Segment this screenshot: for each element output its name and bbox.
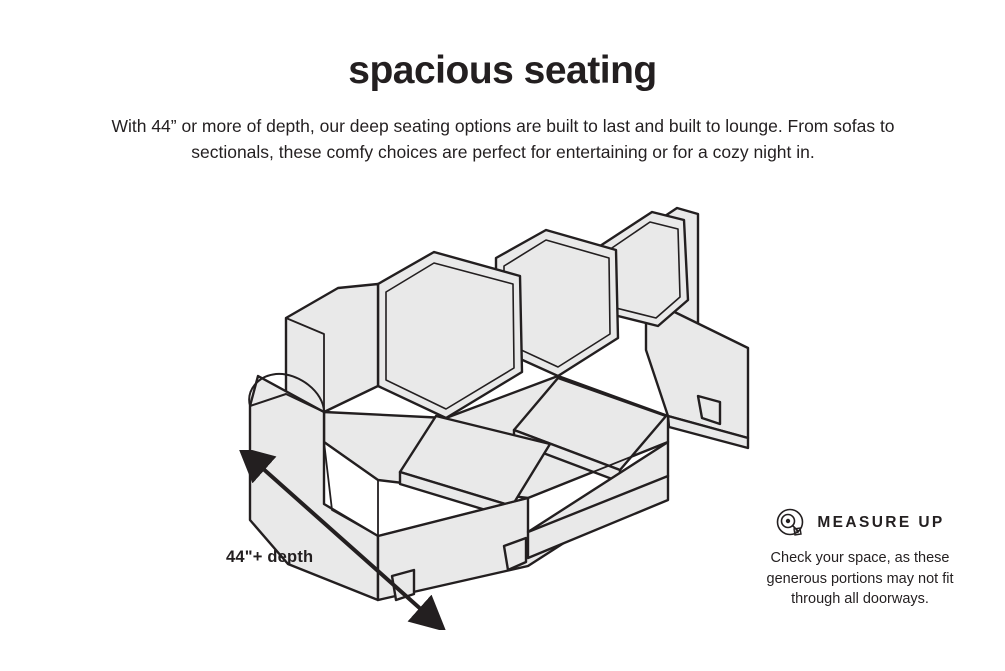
measure-up-title: MEASURE UP xyxy=(817,514,945,531)
tape-measure-icon xyxy=(775,508,805,538)
description-text: With 44” or more of depth, our deep seating options are built to last and built to lounge. From sofas to sectionals, these comfy choices are perfect for entertaining or for a cozy night in. xyxy=(111,116,895,162)
measure-up-header xyxy=(742,508,978,538)
measure-up-block xyxy=(742,508,978,610)
depth-arrow-icon xyxy=(238,450,448,630)
page-title: spacious seating xyxy=(348,49,657,92)
depth-label: 44"+ depth xyxy=(226,548,314,566)
measure-up-body: Check your space, as these generous portions may not fit through all doorways. xyxy=(766,550,954,608)
